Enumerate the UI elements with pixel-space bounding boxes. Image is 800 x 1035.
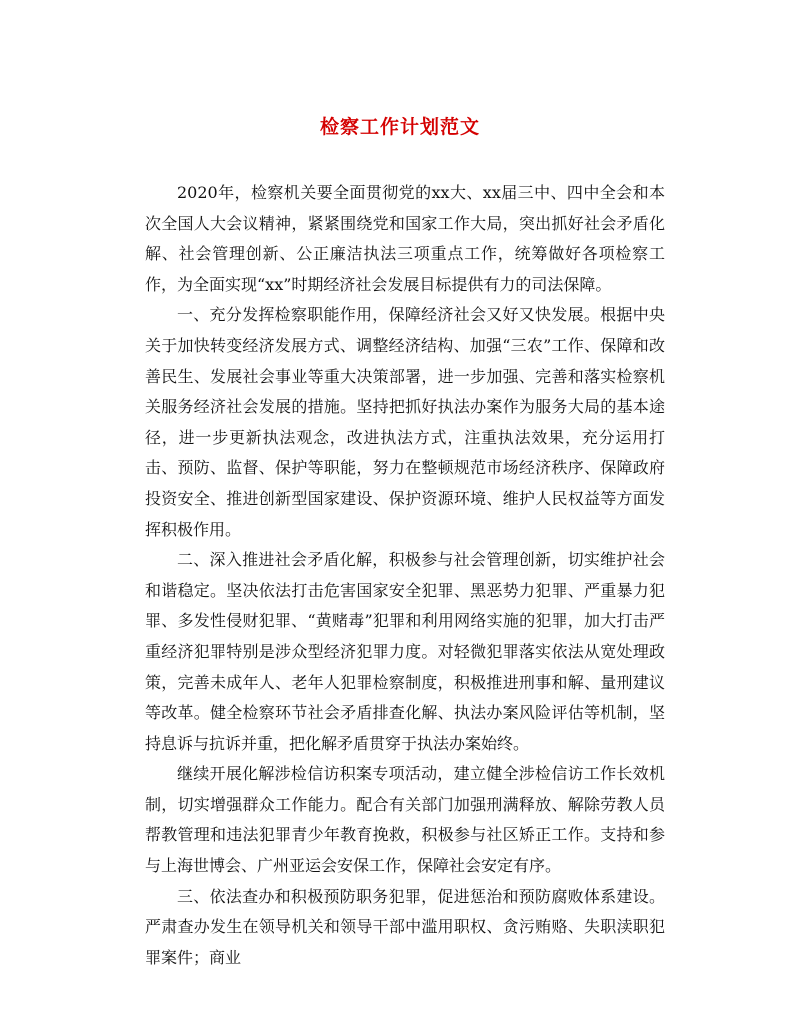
paragraph-section-1: 一、充分发挥检察职能作用，保障经济社会又好又快发展。根据中央关于加快转变经济发展方式、调整经济结构、加强“三农”工作、保障和改善民生、发展社会事业等重大决策部署，进一步加强、完善和落实检察机关服务经济社会发展的措施。坚持把抓好执法办案作为服务大局的基本途径，进一步更新执法观念，改进执法方式，注重执法效果，充分运用打击、预防、监督、保护等职能，努力在整顿规范市场经济秩序、保障政府投资安全、推进创新型国家建设、保护资源环境、维护人民权益等方面发挥积极作用。: [145, 305, 665, 539]
paragraph-section-3: 三、依法查办和积极预防职务犯罪，促进惩治和预防腐败体系建设。严肃查办发生在领导机关和领导干部中滥用职权、贪污贿赂、失职渎职犯罪案件；商业: [145, 886, 665, 967]
paragraph-section-2-continued: 继续开展化解涉检信访积案专项活动，建立健全涉检信访工作长效机制，切实增强群众工作能力。配合有关部门加强刑满释放、解除劳教人员帮教管理和违法犯罪青少年教育挽救，积极参与社区矫正工作。支持和参与上海世博会、广州亚运会安保工作，保障社会安定有序。: [145, 764, 665, 876]
paragraph-intro: 2020年，检察机关要全面贯彻党的xx大、xx届三中、四中全会和本次全国人大会议精神，紧紧围绕党和国家工作大局，突出抓好社会矛盾化解、社会管理创新、公正廉洁执法三项重点工作，统筹做好各项检察工作，为全面实现“xx”时期经济社会发展目标提供有力的司法保障。: [145, 183, 665, 294]
paragraph-section-2: 二、深入推进社会矛盾化解，积极参与社会管理创新，切实维护社会和谐稳定。坚决依法打击危害国家安全犯罪、黑恶势力犯罪、严重暴力犯罪、多发性侵财犯罪、“黄赌毒”犯罪和利用网络实施的犯罪，加大打击严重经济犯罪特别是涉众型经济犯罪力度。对轻微犯罪落实依法从宽处理政策，完善未成年人、老年人犯罪检察制度，积极推进刑事和解、量刑建议等改革。健全检察环节社会矛盾排查化解、执法办案风险评估等机制，坚持息诉与抗诉并重，把化解矛盾贯穿于执法办案始终。: [145, 550, 665, 753]
document-title: 检察工作计划范文: [319, 116, 480, 138]
document-body: [145, 178, 665, 973]
